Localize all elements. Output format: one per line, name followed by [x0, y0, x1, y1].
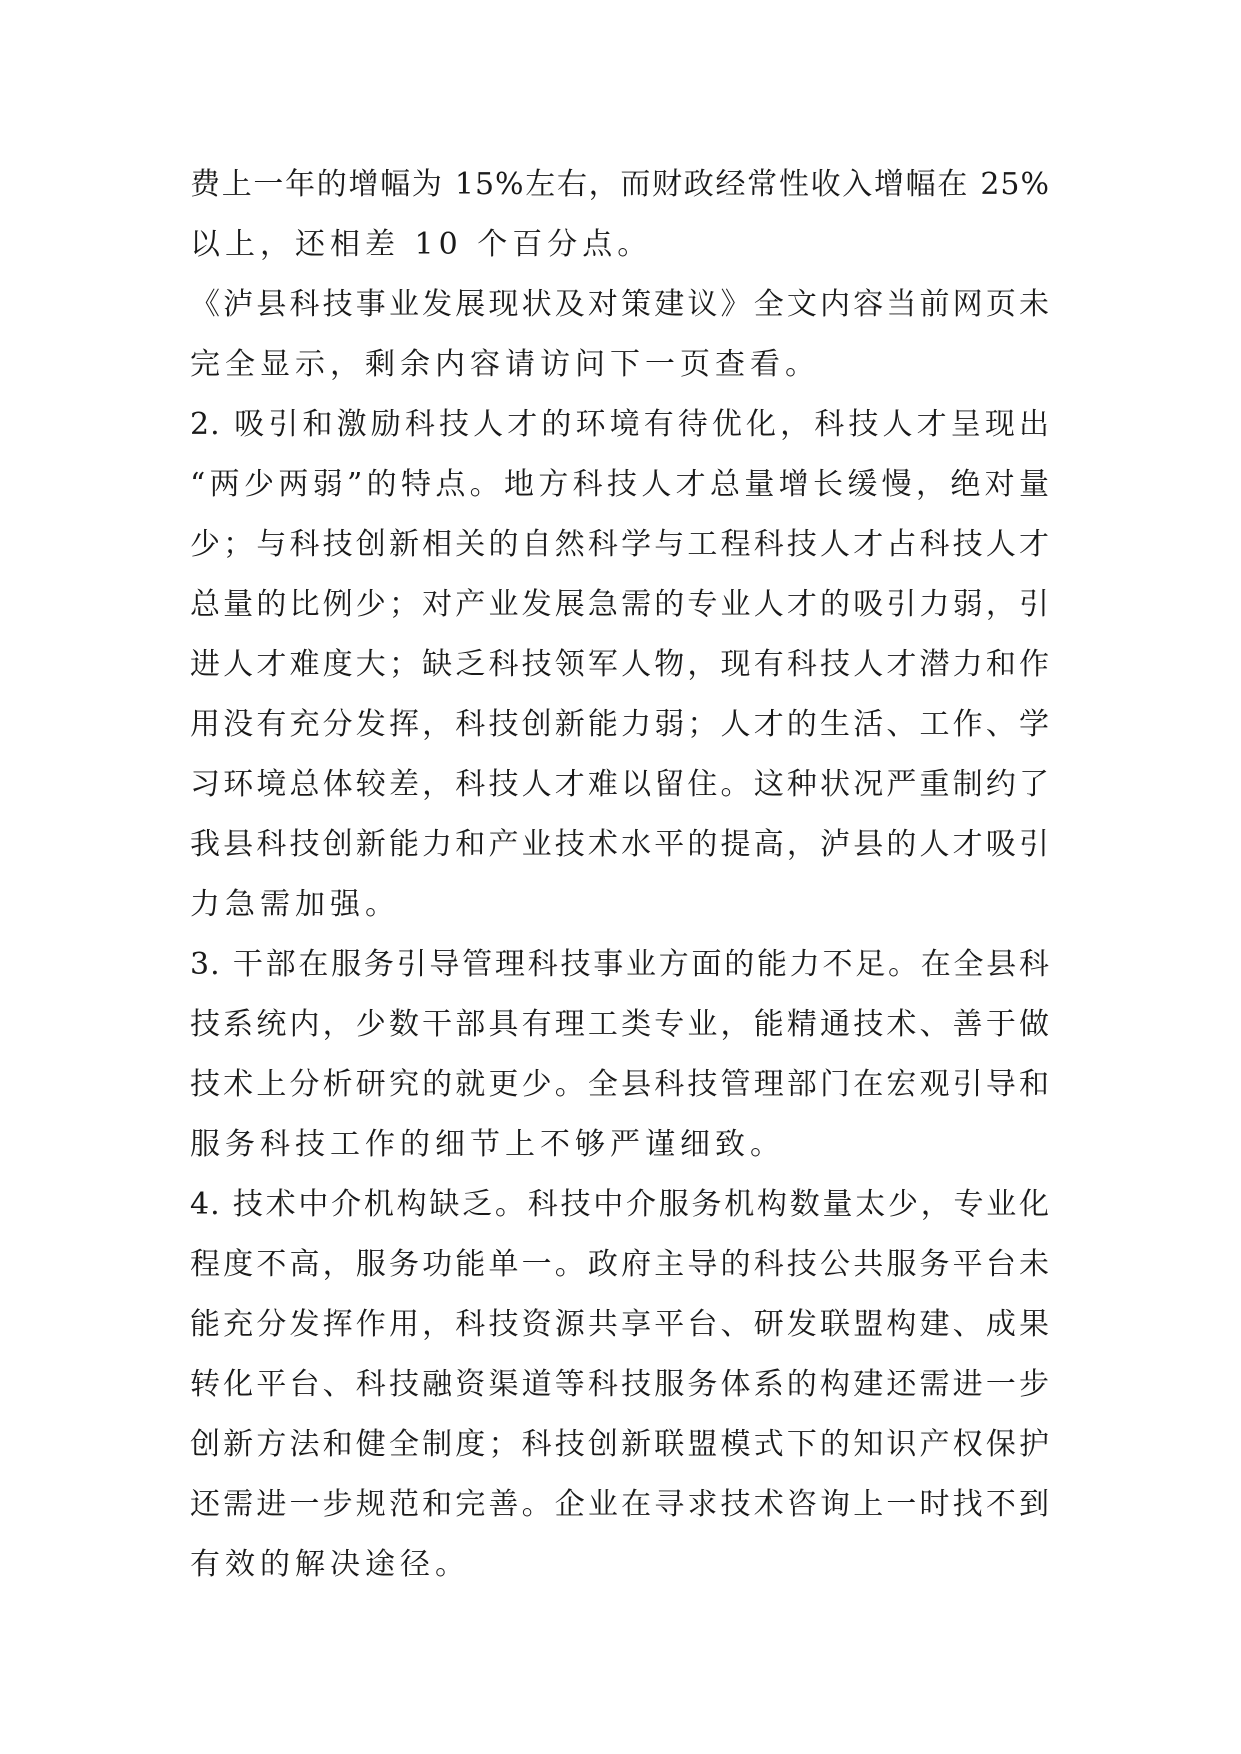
text-line: 转化平台、科技融资渠道等科技服务体系的构建还需进一步 — [190, 1367, 1050, 1402]
text-line: 还需进一步规范和完善。企业在寻求技术咨询上一时找不到 — [190, 1487, 1050, 1522]
paragraph — [190, 155, 1050, 275]
text-line: 力急需加强。 — [190, 887, 400, 922]
text-line: 服务科技工作的细节上不够严谨细致。 — [190, 1127, 785, 1162]
text-line: 技系统内，少数干部具有理工类专业，能精通技术、善于做 — [190, 1007, 1050, 1042]
text-line: 以上，还相差 10 个百分点。 — [190, 227, 653, 262]
document-page — [190, 155, 1050, 1595]
text-line: 4. 技术中介机构缺乏。科技中介服务机构数量太少，专业化 — [190, 1187, 1050, 1222]
paragraph — [190, 275, 1050, 395]
text-line: 有效的解决途径。 — [190, 1547, 470, 1582]
text-line: 我县科技创新能力和产业技术水平的提高，泸县的人才吸引 — [190, 827, 1050, 862]
text-line: 少；与科技创新相关的自然科学与工程科技人才占科技人才 — [190, 527, 1050, 562]
text-line: 总量的比例少；对产业发展急需的专业人才的吸引力弱，引 — [190, 587, 1050, 622]
text-line: 《泸县科技事业发展现状及对策建议》全文内容当前网页未 — [190, 287, 1050, 322]
text-line: 创新方法和健全制度；科技创新联盟模式下的知识产权保护 — [190, 1427, 1050, 1462]
text-line: 完全显示，剩余内容请访问下一页查看。 — [190, 347, 820, 382]
text-line: 3. 干部在服务引导管理科技事业方面的能力不足。在全县科 — [190, 947, 1050, 982]
text-line: 2. 吸引和激励科技人才的环境有待优化，科技人才呈现出 — [190, 407, 1050, 442]
text-line: 习环境总体较差，科技人才难以留住。这种状况严重制约了 — [190, 767, 1050, 802]
text-line: 程度不高，服务功能单一。政府主导的科技公共服务平台未 — [190, 1247, 1050, 1282]
text-line: 进人才难度大；缺乏科技领军人物，现有科技人才潜力和作 — [190, 647, 1050, 682]
text-line: “两少两弱”的特点。地方科技人才总量增长缓慢，绝对量 — [190, 467, 1050, 502]
text-line: 费上一年的增幅为 15%左右，而财政经常性收入增幅在 25% — [190, 167, 1050, 202]
text-line: 用没有充分发挥，科技创新能力弱；人才的生活、工作、学 — [190, 707, 1050, 742]
text-line: 能充分发挥作用，科技资源共享平台、研发联盟构建、成果 — [190, 1307, 1050, 1342]
paragraph — [190, 395, 1050, 935]
paragraph — [190, 935, 1050, 1175]
text-line: 技术上分析研究的就更少。全县科技管理部门在宏观引导和 — [190, 1067, 1050, 1102]
paragraph — [190, 1175, 1050, 1595]
